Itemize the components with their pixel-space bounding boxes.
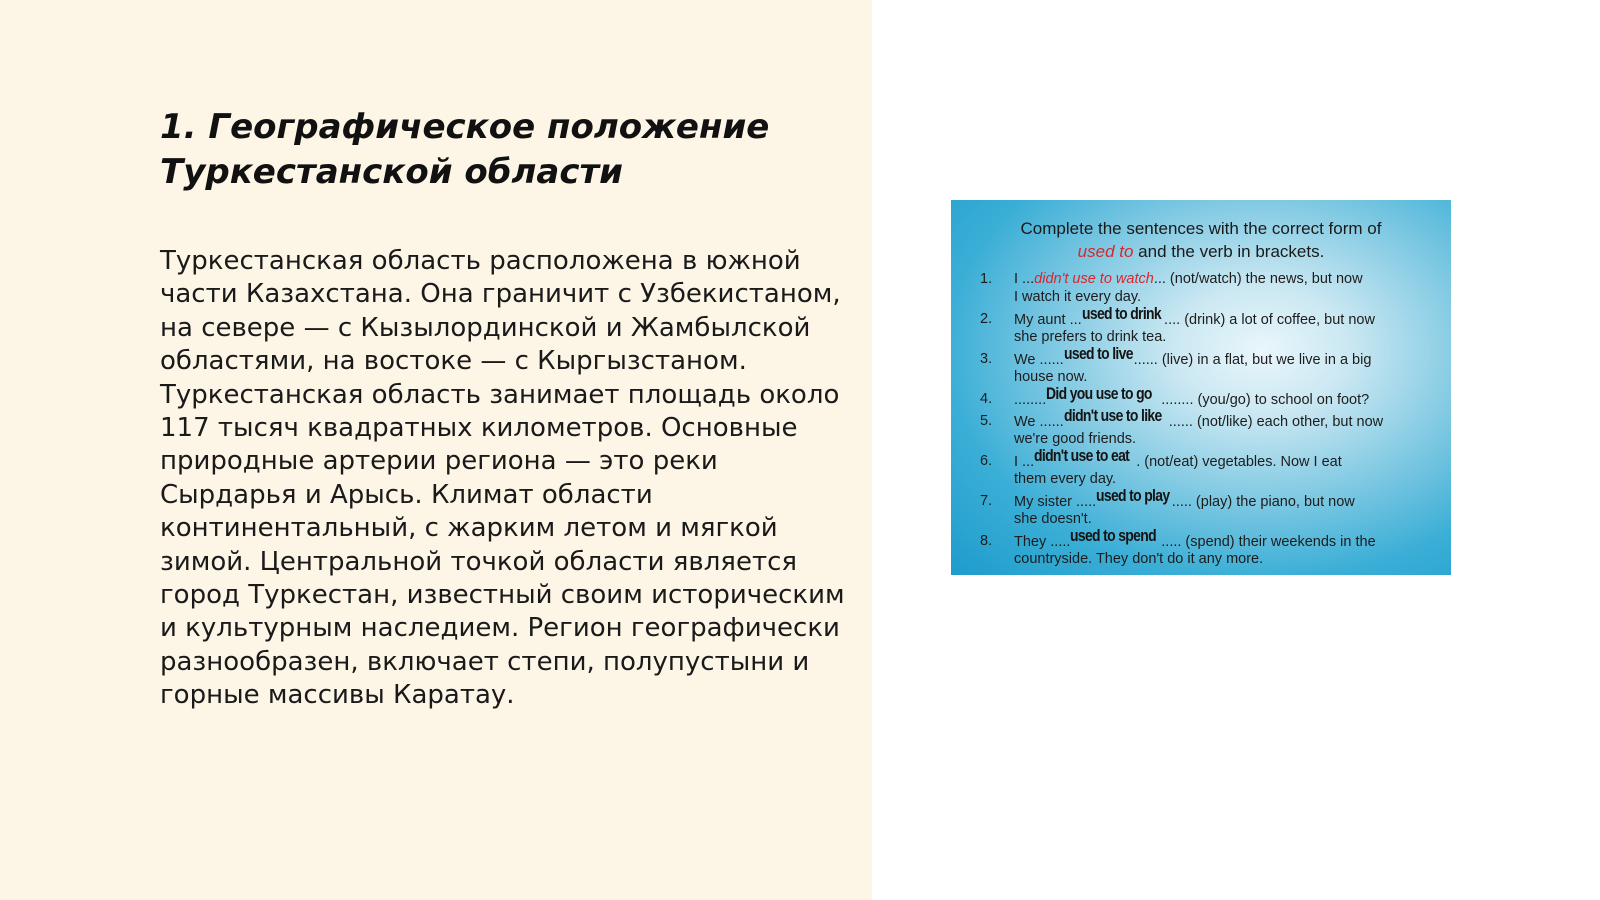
worksheet-item-answer: Did you use to go — [1046, 384, 1153, 403]
worksheet-item-continuation: she prefers to drink tea. — [1014, 329, 1167, 345]
worksheet-item-sentence — [1014, 270, 1363, 288]
worksheet-item-continuation: I watch it every day. — [1014, 289, 1142, 305]
worksheet-item-number: 5. — [980, 413, 993, 429]
worksheet-item-continuation: house now. — [1014, 369, 1088, 385]
worksheet-item-sentence — [1014, 526, 1376, 551]
worksheet-item-prefix: We ...... — [1014, 414, 1064, 430]
worksheet-item-number: 4. — [980, 391, 993, 407]
worksheet-item-number: 7. — [980, 493, 993, 509]
worksheet-item-number: 6. — [980, 453, 993, 469]
worksheet-item-answer: used to spend — [1070, 526, 1157, 545]
worksheet-item-suffix: .... (drink) a lot of coffee, but now — [1164, 312, 1375, 328]
worksheet-item-number: 2. — [980, 311, 993, 327]
worksheet-item-answer: didn't use to watch — [1034, 271, 1154, 287]
slide-body-text: Туркестанская область расположена в южной части Казахстана. Она граничит с Узбекистаном, на севере — с Кызылординской и Жамбылской областями, на востоке — с Кыргызстаном. Туркестанская область занимает площадь около 117 тысяч квадратных километров. Основные природные артерии региона — это реки Сырдарья и Арысь. Климат области континентальный, с жарким летом и мягкой зимой. Центральной точкой области является город Туркестан, известный своим историческим и культурным наследием. Регион географически разнообразен, включает степи, полупустыни и горные массивы Каратау. — [160, 246, 845, 711]
worksheet-item-sentence — [1014, 446, 1342, 471]
worksheet-item-answer: used to live — [1063, 344, 1133, 363]
worksheet-item-sentence — [1014, 344, 1372, 369]
worksheet-item-answer: used to drink — [1081, 304, 1161, 323]
worksheet-item-answer: didn't use to eat — [1034, 446, 1130, 465]
worksheet-item-suffix: ........ (you/go) to school on foot? — [1161, 392, 1370, 408]
worksheet-item-prefix: They ..... — [1014, 534, 1071, 550]
worksheet-item-number: 1. — [980, 271, 993, 287]
worksheet-item-prefix: I ... — [1014, 454, 1035, 470]
worksheet-item-prefix: I ... — [1014, 271, 1035, 287]
worksheet-title-accent: used to — [1077, 242, 1134, 261]
worksheet-item-prefix: My aunt ... — [1014, 312, 1082, 328]
worksheet-item-continuation: she doesn't. — [1014, 511, 1092, 527]
worksheet-title — [951, 217, 1451, 263]
worksheet-item-suffix: ..... (play) the piano, but now — [1171, 494, 1355, 510]
worksheet-item-number: 8. — [980, 533, 993, 549]
worksheet-item-answer: didn't use to like — [1063, 406, 1162, 425]
worksheet-item-prefix: ........ — [1014, 392, 1047, 408]
slide-title: 1. Географическое положение Туркестанской области — [160, 107, 770, 192]
worksheet-item-number: 3. — [980, 351, 993, 367]
worksheet-item-continuation: countryside. They don't do it any more. — [1014, 551, 1264, 567]
worksheet-item-prefix: My sister ..... — [1014, 494, 1097, 510]
worksheet-title-rest: and the verb in brackets. — [1133, 242, 1325, 261]
worksheet-item-prefix: We ...... — [1014, 352, 1064, 368]
worksheet-item-suffix: ...... (live) in a flat, but we live in a big — [1133, 352, 1372, 368]
worksheet-item-sentence — [1014, 486, 1355, 511]
worksheet-item-answer: used to play — [1096, 486, 1170, 505]
worksheet-item-continuation: we're good friends. — [1014, 431, 1137, 447]
worksheet-item-suffix: . (not/eat) vegetables. Now I eat — [1136, 454, 1342, 470]
worksheet-item-suffix: ... (not/watch) the news, but now — [1153, 271, 1363, 287]
worksheet-item-sentence — [1014, 304, 1375, 329]
worksheet-item-suffix: ..... (spend) their weekends in the — [1161, 534, 1376, 550]
worksheet-title-line1: Complete the sentences with the correct form of — [1020, 219, 1382, 238]
worksheet-item-suffix: ...... (not/like) each other, but now — [1168, 414, 1384, 430]
worksheet-image — [951, 200, 1451, 575]
worksheet-item-sentence — [1014, 406, 1384, 431]
worksheet-title-line2 — [951, 240, 1451, 263]
worksheet-item-continuation: them every day. — [1014, 471, 1117, 487]
